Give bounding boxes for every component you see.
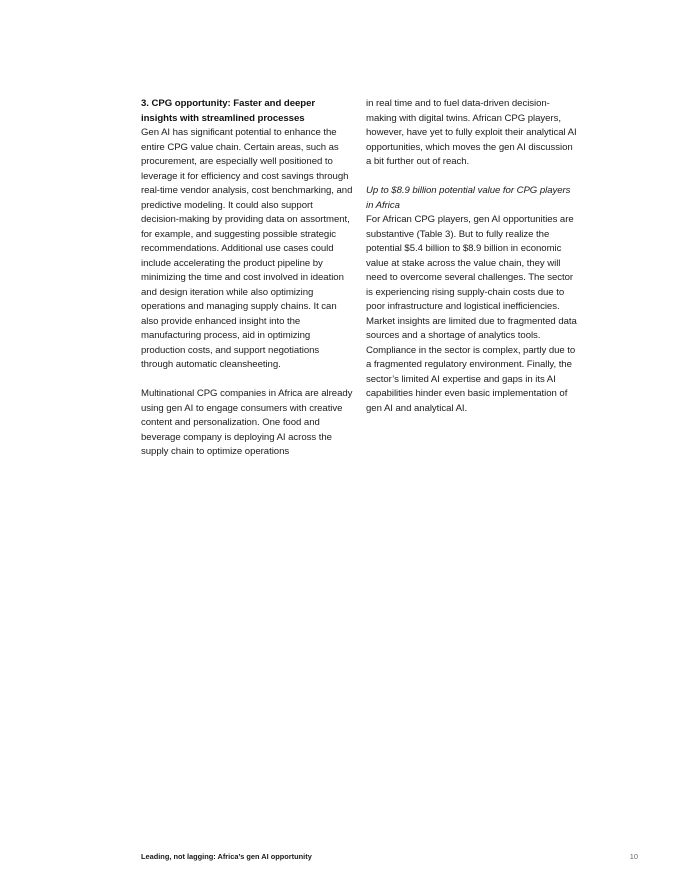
section-heading: 3. CPG opportunity: Faster and deeper insights with streamlined processes xyxy=(141,98,316,124)
body-paragraph: For African CPG players, gen AI opportunities are substantive (Table 3). But to fully realize the potential $5.4 billion to $8.9 billion in economic value at stake across the value chain, they will need to overcome several challenges. The sector is experiencing rising supply-chain costs due to poor infrastructure and logistical inefficiencies. Market insights are limited due to fragmented data sources and a shortage of analytics tools. Compliance in the sector is complex, partly due to a fragmented regulatory environment. Finally, the sector’s limited AI expertise and gaps in its AI capabilities hinder even basic implementation of gen AI and analytical AI. xyxy=(366,214,577,414)
page-number: 10 xyxy=(629,852,638,861)
section-subheading: Up to $8.9 billion potential value for CPG players in Africa xyxy=(366,185,571,211)
paragraph-spacer xyxy=(366,170,578,185)
footer-title: Leading, not lagging: Africa’s gen AI opportunity xyxy=(141,852,312,861)
body-paragraph: Gen AI has significant potential to enhance the entire CPG value chain. Certain areas, such as procurement, are especially well positioned to leverage it for efficiency and cost savings through real-time vendor analysis, cost benchmarking, and predictive modeling. It could also support decision-making by providing data on assortment, for example, and suggesting possible strategic recommendations. Additional use cases could include accelerating the product pipeline by minimizing the time and cost involved in ideation and design iteration while also optimizing operations and managing supply chains. It can also provide enhanced insight into the manufacturing process, aid in optimizing production costs, and support negotiations through automatic cleansheeting. xyxy=(141,127,353,370)
left-column xyxy=(141,97,353,460)
paragraph-spacer xyxy=(141,373,353,388)
body-paragraph: Multinational CPG companies in Africa are already using gen AI to engage consumers with creative content and personalization. One food and beverage company is deploying AI across the supply chain to optimize operations xyxy=(141,388,353,457)
right-column xyxy=(366,97,578,416)
body-paragraph-continued: in real time and to fuel data-driven decision-making with digital twins. African CPG players, however, have yet to fully exploit their analytical AI opportunities, which moves the gen AI discussion a bit further out of reach. xyxy=(366,98,577,167)
